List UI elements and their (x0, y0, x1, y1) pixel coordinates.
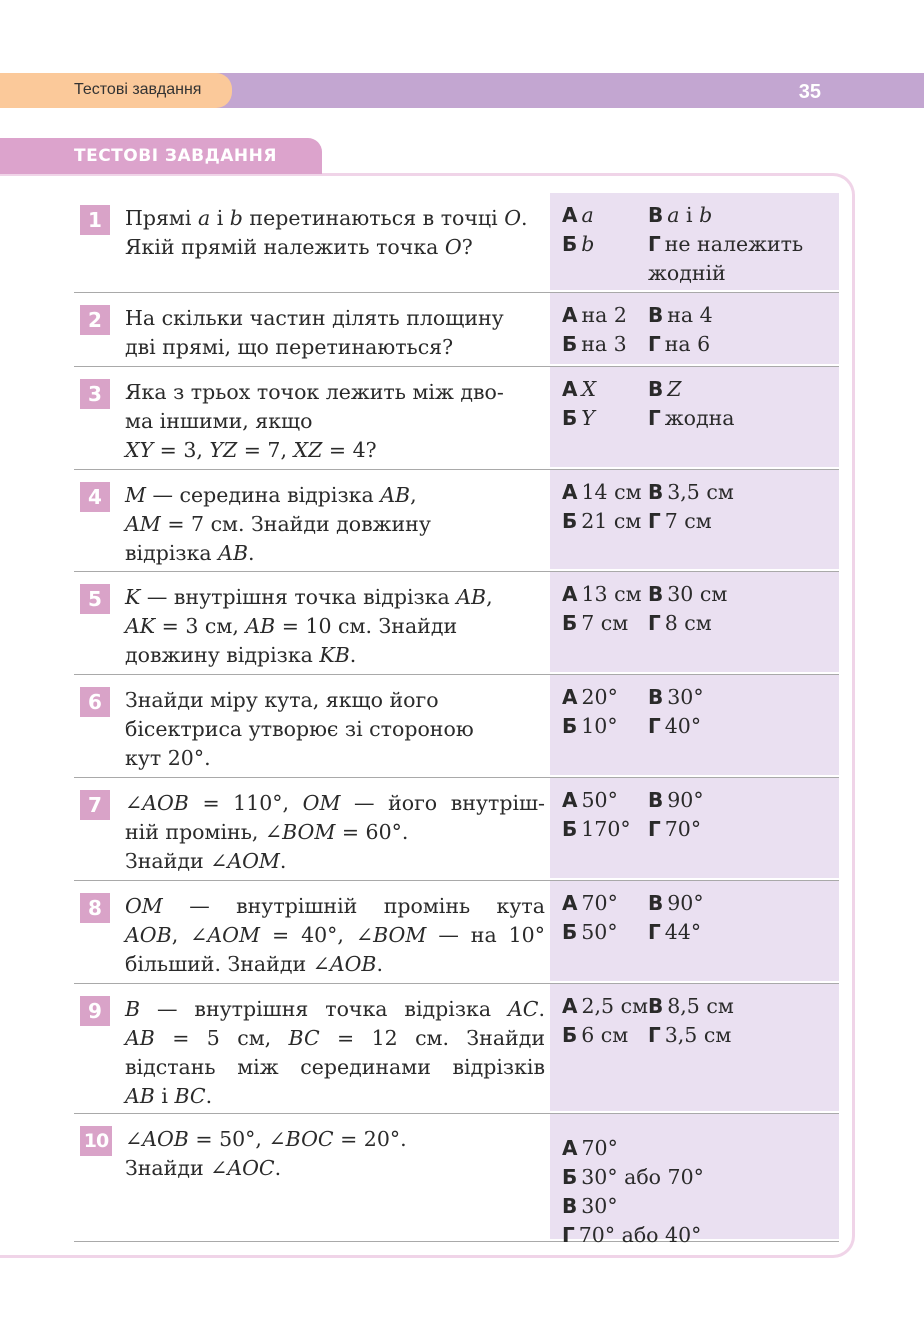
option-text: 70° (581, 891, 618, 915)
option-text: 3,5 см (664, 1023, 732, 1047)
option-А (562, 683, 618, 712)
question-line: AM = 7 см. Знайди довжину (125, 512, 431, 536)
question-number: 9 (80, 996, 110, 1026)
question-line: Якій прямій належить точка O? (125, 235, 473, 259)
option-letter: А (562, 788, 578, 812)
option-text: 13 см (581, 582, 642, 606)
question-text (125, 892, 545, 979)
option-Г (648, 712, 701, 741)
option-letter: А (562, 480, 578, 504)
option-А (562, 580, 642, 609)
option-А (562, 992, 648, 1021)
page-number: 35 (798, 81, 821, 103)
question-line: AK = 3 см, AB = 10 см. Знайди (125, 614, 458, 638)
option-text: 30° (581, 1194, 618, 1218)
question-number: 3 (80, 379, 110, 409)
question-number: 1 (80, 205, 110, 235)
option-А (562, 786, 618, 815)
question-row (74, 572, 839, 675)
section-tab (0, 73, 232, 108)
option-text: a і b (667, 203, 713, 227)
question-line: На скільки частин ділять площину (125, 306, 504, 330)
option-letter: А (562, 377, 578, 401)
option-Г (648, 507, 712, 536)
question-line: дві прямі, що перетинаються? (125, 335, 454, 359)
option-letter: Б (562, 817, 578, 841)
option-А (562, 375, 596, 404)
option-text: 70° (581, 1136, 618, 1160)
option-text: 90° (667, 788, 704, 812)
question-line: M — середина відрізка AB, (125, 483, 417, 507)
option-Б (562, 1163, 704, 1192)
option-letter: В (562, 1194, 578, 1218)
section-label: Тестові завдання (74, 81, 202, 98)
question-line: ній промінь, ∠BOM = 60°. (125, 820, 409, 844)
option-Г (648, 404, 734, 433)
option-text: не належить жодній (648, 232, 804, 285)
question-text (125, 378, 545, 465)
option-letter: Г (648, 509, 661, 533)
question-number: 10 (80, 1126, 112, 1156)
question-line: Знайди міру кута, якщо його (125, 688, 439, 712)
option-Б (562, 404, 595, 433)
option-Б (562, 330, 627, 359)
option-text: Z (667, 377, 682, 401)
option-text: на 4 (667, 303, 713, 327)
question-number: 4 (80, 482, 110, 512)
option-Б (562, 1021, 628, 1050)
option-Г (648, 609, 712, 638)
option-Б (562, 609, 628, 638)
option-text: 50° (581, 920, 618, 944)
question-text (125, 686, 545, 773)
question-text (125, 481, 545, 568)
option-text: 30° або 70° (581, 1165, 704, 1189)
option-text: на 3 (581, 332, 627, 356)
option-В (562, 1192, 618, 1221)
question-number: 2 (80, 305, 110, 335)
option-text: 3,5 см (667, 480, 734, 504)
option-text: 7 см (581, 611, 629, 635)
option-letter: Б (562, 1165, 578, 1189)
option-Г (648, 330, 710, 359)
option-Г (562, 1221, 701, 1250)
option-letter: Б (562, 332, 578, 356)
question-row (74, 470, 839, 572)
question-line: відстань між серединами відрізків (125, 1055, 545, 1079)
option-А (562, 1134, 618, 1163)
question-line: K — внутрішня точка відрізка AB, (125, 585, 493, 609)
option-text: Y (581, 406, 595, 430)
question-line: Знайди ∠AOM. (125, 849, 287, 873)
option-letter: Б (562, 611, 578, 635)
option-letter: А (562, 1136, 578, 1160)
option-letter: В (648, 377, 664, 401)
option-letter: Б (562, 1023, 578, 1047)
option-text: 20° (581, 685, 618, 709)
option-Б (562, 230, 594, 259)
question-line: довжину відрізка KB. (125, 643, 357, 667)
option-letter: Г (648, 611, 661, 635)
option-text: b (581, 232, 595, 256)
option-text: 40° (664, 714, 702, 738)
question-row (74, 881, 839, 984)
question-text (125, 583, 545, 670)
option-letter: В (648, 480, 664, 504)
option-text: 8,5 см (667, 994, 734, 1018)
option-letter: Г (648, 332, 661, 356)
option-letter: В (648, 303, 664, 327)
option-letter: Г (648, 817, 661, 841)
question-line: XY = 3, YZ = 7, XZ = 4? (125, 438, 377, 462)
option-В (648, 301, 713, 330)
option-Б (562, 918, 618, 947)
option-text: X (581, 377, 597, 401)
question-line: AB і BC. (125, 1084, 213, 1108)
option-В (648, 201, 712, 230)
option-text: 170° (581, 817, 631, 841)
question-text (125, 304, 545, 362)
question-line: OM — внутрішній промінь кута (125, 894, 545, 918)
question-line: ∠AOB = 110°, OM — його внутріш- (125, 791, 545, 815)
option-text: 50° (581, 788, 618, 812)
question-text (125, 789, 545, 876)
section-title: ТЕСТОВІ ЗАВДАННЯ (74, 146, 277, 166)
option-А (562, 889, 618, 918)
option-В (648, 580, 727, 609)
option-В (648, 786, 704, 815)
option-text: жодна (664, 406, 735, 430)
question-text (125, 995, 545, 1111)
question-line: Яка з трьох точок лежить між дво- (125, 380, 504, 404)
option-text: 7 см (664, 509, 712, 533)
question-line: більший. Знайди ∠AOB. (125, 952, 384, 976)
option-letter: Г (648, 920, 661, 944)
section-heading (0, 138, 322, 174)
option-text: 21 см (581, 509, 642, 533)
option-В (648, 375, 682, 404)
option-text: 70° або 40° (578, 1223, 702, 1247)
option-text: 70° (664, 817, 702, 841)
question-number: 5 (80, 584, 110, 614)
option-В (648, 889, 704, 918)
option-text: 44° (664, 920, 702, 944)
question-number: 8 (80, 893, 110, 923)
question-number: 7 (80, 790, 110, 820)
option-Б (562, 507, 641, 536)
question-row (74, 675, 839, 778)
option-Г (648, 815, 701, 844)
option-А (562, 301, 627, 330)
option-letter: Г (648, 714, 661, 738)
option-letter: Г (648, 1023, 661, 1047)
option-Г (648, 230, 803, 288)
option-Г (648, 1021, 731, 1050)
option-А (562, 201, 594, 230)
option-В (648, 478, 734, 507)
option-letter: В (648, 994, 664, 1018)
option-Б (562, 815, 631, 844)
question-row (74, 778, 839, 881)
question-row (74, 293, 839, 367)
question-line: AOB, ∠AOM = 40°, ∠BOM — на 10° (125, 923, 545, 947)
option-letter: Б (562, 509, 578, 533)
option-letter: В (648, 788, 664, 812)
option-letter: В (648, 203, 664, 227)
option-letter: Б (562, 714, 578, 738)
option-letter: А (562, 891, 578, 915)
question-line: AB = 5 см, BC = 12 см. Знайди (125, 1026, 545, 1050)
option-В (648, 992, 734, 1021)
question-line: Знайди ∠AOC. (125, 1156, 282, 1180)
option-letter: Г (648, 406, 661, 430)
option-text: 8 см (664, 611, 712, 635)
option-letter: А (562, 994, 578, 1018)
question-line: відрізка AB. (125, 541, 255, 565)
option-letter: А (562, 582, 578, 606)
option-text: на 6 (664, 332, 711, 356)
option-text: 6 см (581, 1023, 629, 1047)
option-letter: В (648, 685, 664, 709)
question-line: ∠AOB = 50°, ∠BOC = 20°. (125, 1127, 407, 1151)
option-letter: Б (562, 406, 578, 430)
option-text: на 2 (581, 303, 627, 327)
option-Б (562, 712, 618, 741)
option-text: 90° (667, 891, 704, 915)
question-line: ма іншими, якщо (125, 409, 313, 433)
option-А (562, 478, 642, 507)
question-row (74, 1114, 839, 1247)
option-Г (648, 918, 701, 947)
option-text: 10° (581, 714, 618, 738)
question-line: кут 20°. (125, 746, 211, 770)
option-letter: В (648, 891, 664, 915)
option-letter: Б (562, 232, 578, 256)
option-text: 30° (667, 685, 704, 709)
question-text (125, 204, 545, 262)
option-text: a (581, 203, 594, 227)
option-letter: А (562, 303, 578, 327)
option-letter: Г (562, 1223, 575, 1247)
question-row (74, 984, 839, 1114)
option-letter: Б (562, 920, 578, 944)
question-line: бісектриса утворює зі стороною (125, 717, 474, 741)
option-letter: А (562, 685, 578, 709)
question-text (125, 1125, 545, 1183)
option-letter: Г (648, 232, 661, 256)
option-В (648, 683, 704, 712)
option-letter: А (562, 203, 578, 227)
question-line: Прямі a і b перетинаються в точці O. (125, 206, 528, 230)
option-text: 14 см (581, 480, 642, 504)
page-header (0, 73, 924, 108)
question-row (74, 193, 839, 293)
question-number: 6 (80, 687, 110, 717)
question-row (74, 367, 839, 470)
option-text: 2,5 см (581, 994, 649, 1018)
option-text: 30 см (667, 582, 728, 606)
question-line: B — внутрішня точка відрізка AC. (125, 997, 545, 1021)
option-letter: В (648, 582, 664, 606)
